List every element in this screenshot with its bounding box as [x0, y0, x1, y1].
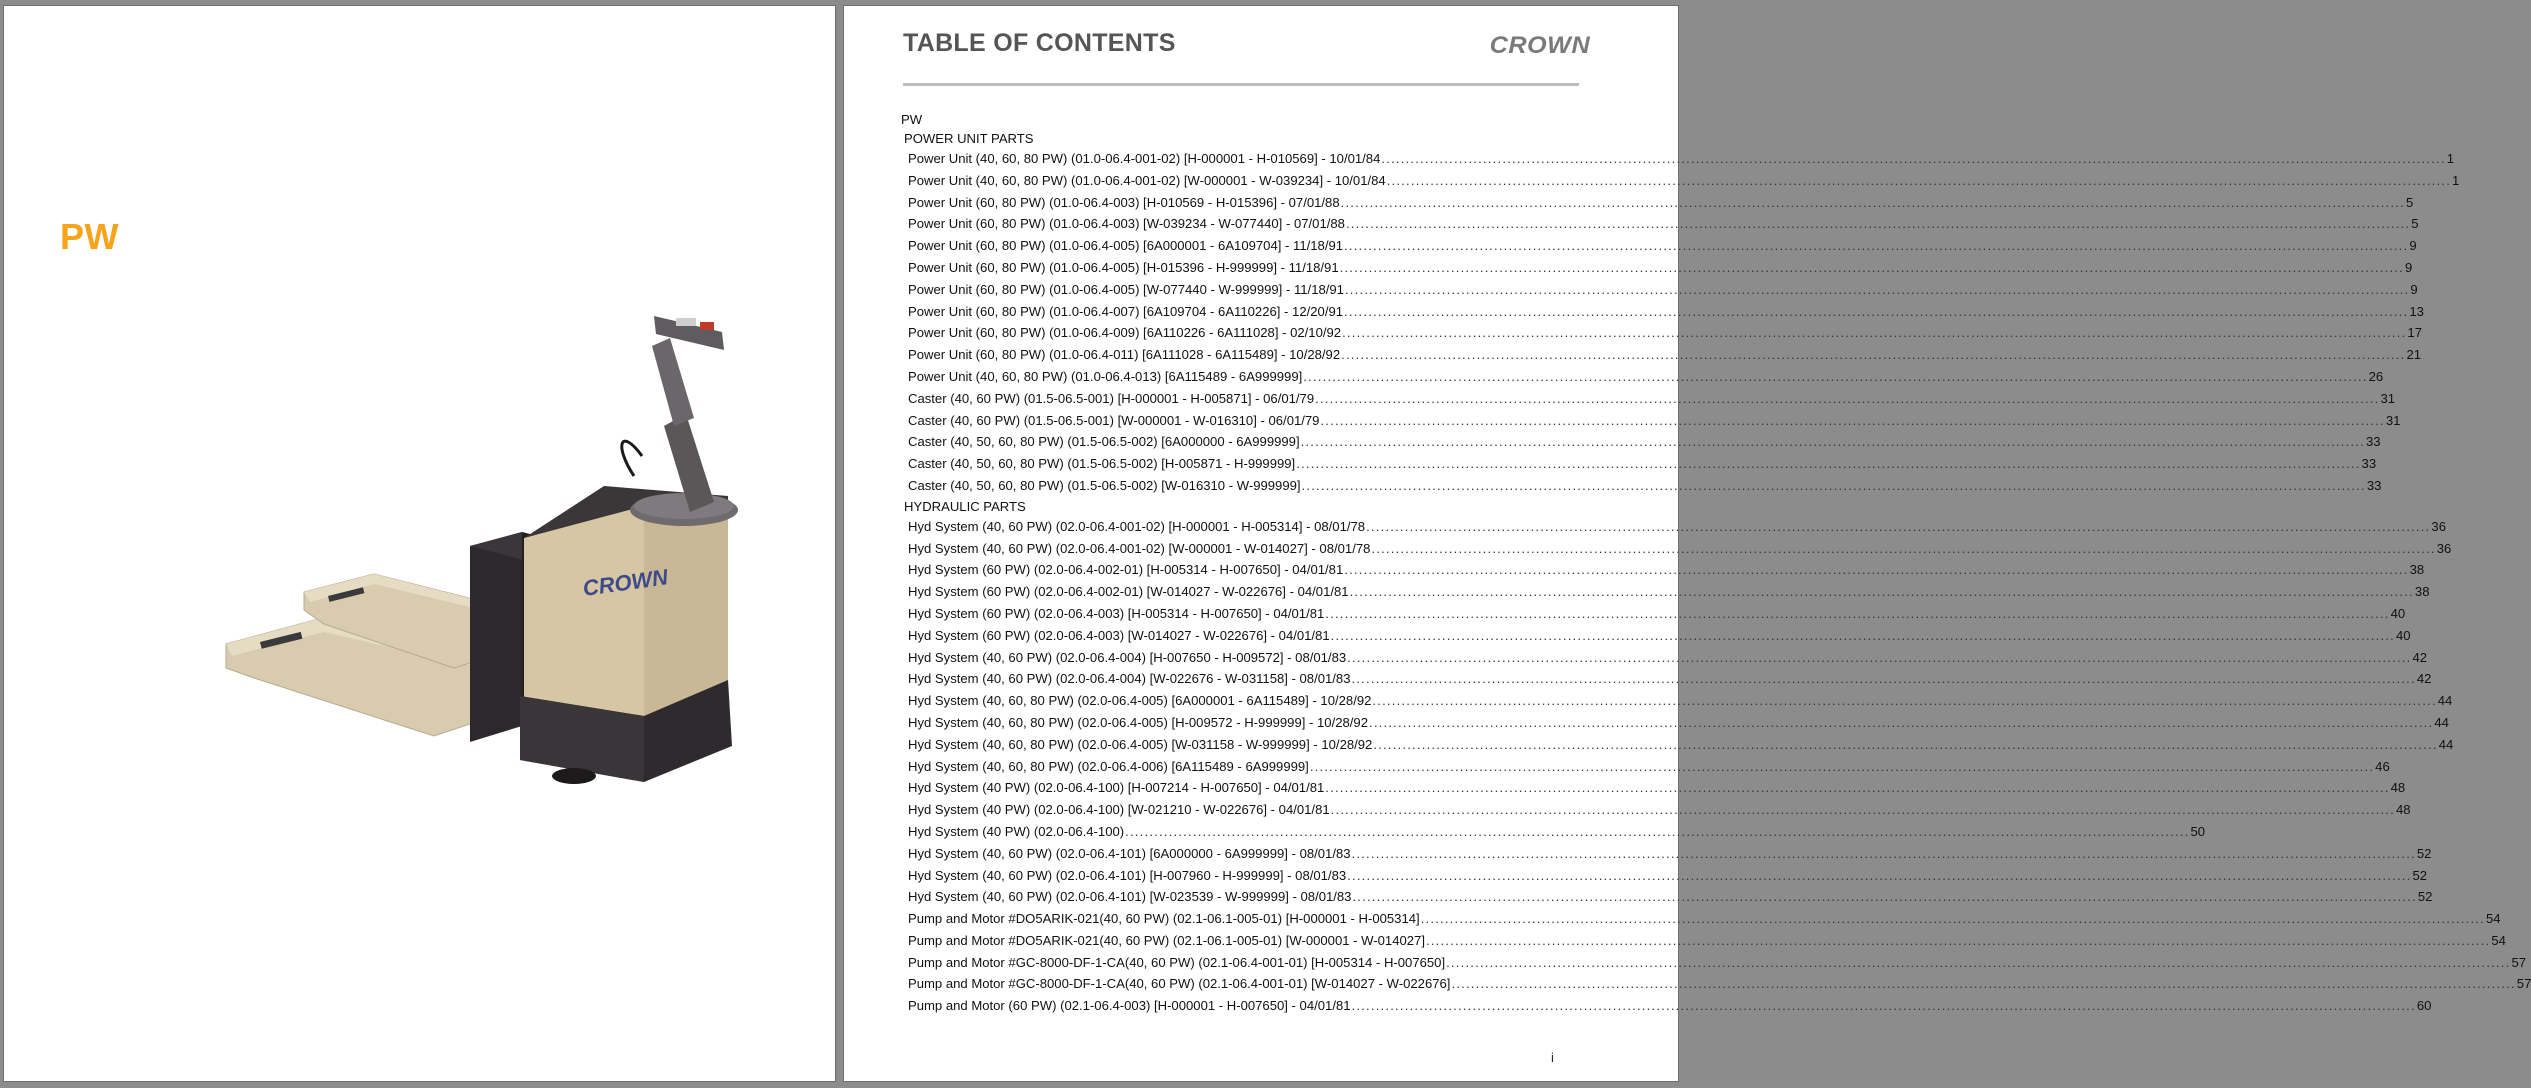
toc-entry[interactable] [901, 235, 2417, 257]
dot-leader: ............................................................................................................................................................................................................................ [1341, 347, 2406, 363]
dot-leader: ............................................................................................................................................................................................................................ [1344, 238, 2409, 254]
toc-entry-label: Hyd System (40, 60 PW) (02.0-06.4-101) [H-007960 - H-999999] - 08/01/83 [908, 867, 1347, 883]
toc-entry-label: Pump and Motor (60 PW) (02.1-06.4-003) [H-000001 - H-007650] - 04/01/81 [908, 998, 1351, 1014]
toc-entry-page: 57 [2516, 976, 2531, 992]
toc-entry-label: Hyd System (60 PW) (02.0-06.4-003) [H-005314 - H-007650] - 04/01/81 [908, 605, 1325, 621]
toc-entry[interactable] [901, 366, 2384, 388]
dot-leader: ............................................................................................................................................................................................................................ [1320, 412, 2385, 428]
dot-leader: ............................................................................................................................................................................................................................ [1347, 867, 2412, 883]
toc-entry-label: Power Unit (60, 80 PW) (01.0-06.4-003) [H-010569 - H-015396] - 07/01/88 [908, 194, 1340, 210]
toc-entry-label: Hyd System (40 PW) (02.0-06.4-100) [H-007214 - H-007650] - 04/01/81 [908, 780, 1325, 796]
toc-entry-label: Hyd System (40, 60 PW) (02.0-06.4-004) [W-022676 - W-031158] - 08/01/83 [908, 671, 1351, 687]
toc-entry[interactable] [901, 170, 2460, 192]
toc-entry[interactable] [901, 279, 2418, 301]
dot-leader: ............................................................................................................................................................................................................................ [1446, 954, 2511, 970]
toc-entry-page: 9 [2410, 281, 2418, 297]
toc-entry-label: Hyd System (40, 60, 80 PW) (02.0-06.4-005) [H-009572 - H-999999] - 10/28/92 [908, 714, 1368, 730]
toc-entry[interactable] [901, 930, 2506, 952]
toc-entry-label: Hyd System (40, 60, 80 PW) (02.0-06.4-005) [6A000001 - 6A115489] - 10/28/92 [908, 693, 1372, 709]
toc-entry[interactable] [901, 516, 2446, 538]
toc-entry-label: Caster (40, 50, 60, 80 PW) (01.5-06.5-002) [W-016310 - W-999999] [908, 477, 1301, 493]
toc-entry[interactable] [901, 192, 2414, 214]
toc-entry-page: 38 [2414, 584, 2430, 600]
dot-leader: ............................................................................................................................................................................................................................ [1351, 671, 2416, 687]
toc-heading: TABLE OF CONTENTS [903, 29, 1176, 57]
toc-entry-page: 9 [2404, 259, 2413, 275]
toc-entry[interactable] [901, 410, 2401, 432]
toc-entry-page: 54 [2491, 932, 2506, 948]
toc-entry-page: 31 [2385, 412, 2401, 428]
toc-entry-label: Hyd System (40, 60, 80 PW) (02.0-06.4-005) [W-031158 - W-999999] - 10/28/92 [908, 736, 1373, 752]
toc-entry[interactable] [901, 690, 2453, 712]
toc-entry[interactable] [901, 257, 2413, 279]
toc-entry[interactable] [901, 843, 2432, 865]
toc-entry-label: Hyd System (40, 60 PW) (02.0-06.4-101) [6A000000 - 6A999999] - 08/01/83 [908, 845, 1351, 861]
dot-leader: ............................................................................................................................................................................................................................ [1372, 693, 2437, 709]
toc-entry-page: 33 [2365, 434, 2381, 450]
toc-entry-page: 26 [2368, 368, 2384, 384]
toc-section-heading: HYDRAULIC PARTS [904, 498, 1026, 514]
toc-entry-label: Hyd System (40, 60 PW) (02.0-06.4-001-02) [W-000001 - W-014027] - 08/01/78 [908, 540, 1371, 556]
toc-entry-page: 13 [2409, 303, 2424, 319]
toc-entry[interactable] [901, 952, 2527, 974]
dot-leader: ............................................................................................................................................................................................................................ [1345, 216, 2411, 232]
toc-entry-page: 1 [2446, 151, 2455, 166]
toc-entry[interactable] [901, 734, 2454, 756]
toc-entry-page: 33 [2361, 456, 2377, 472]
toc-entry-page: 21 [2406, 347, 2422, 363]
dot-leader: ............................................................................................................................................................................................................................ [1342, 325, 2407, 341]
toc-entry-label: Hyd System (40, 60 PW) (02.0-06.4-004) [H-007650 - H-009572] - 08/01/83 [908, 649, 1347, 665]
dot-leader: ............................................................................................................................................................................................................................ [1352, 889, 2417, 905]
toc-entry[interactable] [901, 712, 2449, 734]
toc-model: PW [901, 112, 923, 127]
toc-entry[interactable] [901, 538, 2452, 560]
dot-leader: ............................................................................................................................................................................................................................ [1425, 932, 2491, 948]
toc-entry[interactable] [901, 625, 2411, 647]
toc-entry-page: 40 [2390, 605, 2406, 621]
toc-entry-label: Power Unit (60, 80 PW) (01.0-06.4-003) [W-039234 - W-077440] - 07/01/88 [908, 216, 1345, 232]
toc-entry-page: 60 [2416, 998, 2432, 1014]
toc-entry-page: 5 [2405, 194, 2414, 210]
toc-entry[interactable] [901, 995, 2432, 1017]
brand-logo: CROWN [1489, 32, 1591, 59]
toc-entry-page: 5 [2411, 216, 2419, 232]
dot-leader: ............................................................................................................................................................................................................................ [1325, 605, 2390, 621]
dot-leader: ............................................................................................................................................................................................................................ [1344, 303, 2409, 319]
toc-entry[interactable] [901, 322, 2422, 344]
toc-entry-label: Hyd System (60 PW) (02.0-06.4-002-01) [W-014027 - W-022676] - 04/01/81 [908, 584, 1349, 600]
toc-entry-page: 46 [2375, 758, 2390, 774]
dot-leader: ............................................................................................................................................................................................................................ [1371, 540, 2436, 556]
toc-entry-page: 40 [2395, 627, 2411, 643]
dot-leader: ............................................................................................................................................................................................................................ [1315, 390, 2380, 406]
toc-entry[interactable] [901, 388, 2396, 410]
toc-entry-label: Power Unit (60, 80 PW) (01.0-06.4-009) [6A110226 - 6A111028] - 02/10/92 [908, 325, 1342, 341]
toc-entry-label: Power Unit (40, 60, 80 PW) (01.0-06.4-001-02) [H-000001 - H-010569] - 10/01/84 [908, 151, 1381, 166]
dot-leader: ............................................................................................................................................................................................................................ [1125, 823, 2190, 839]
toc-entry[interactable] [901, 865, 2428, 887]
dot-leader: ............................................................................................................................................................................................................................ [1366, 518, 2431, 534]
dot-leader: ............................................................................................................................................................................................................................ [1420, 911, 2485, 927]
dot-leader: ............................................................................................................................................................................................................................ [1309, 758, 2375, 774]
cover-page [4, 6, 835, 1081]
toc-entry-page: 48 [2390, 780, 2406, 796]
toc-entry-label: Hyd System (40 PW) (02.0-06.4-100) [908, 823, 1125, 839]
dot-leader: ............................................................................................................................................................................................................................ [1344, 562, 2409, 578]
toc-entry-label: Power Unit (40, 60, 80 PW) (01.0-06.4-013) [6A115489 - 6A999999] [908, 368, 1303, 384]
toc-entry-page: 1 [2452, 172, 2460, 188]
toc-entry-label: Hyd System (40, 60, 80 PW) (02.0-06.4-006) [6A115489 - 6A999999] [908, 758, 1309, 774]
toc-entry[interactable] [901, 647, 2428, 669]
toc-entry[interactable] [901, 301, 2424, 323]
toc-entry-label: Power Unit (60, 80 PW) (01.0-06.4-007) [6A109704 - 6A110226] - 12/20/91 [908, 303, 1344, 319]
toc-entry-label: Pump and Motor #DO5ARIK-021(40, 60 PW) (02.1-06.1-005-01) [W-000001 - W-014027] [908, 932, 1425, 948]
toc-entry[interactable] [901, 973, 2531, 995]
toc-entry-label: Hyd System (60 PW) (02.0-06.4-003) [W-014027 - W-022676] - 04/01/81 [908, 627, 1330, 643]
toc-entry-page: 52 [2412, 867, 2428, 883]
dot-leader: ............................................................................................................................................................................................................................ [1330, 627, 2395, 643]
truck-logo: CROWN [581, 564, 670, 601]
toc-entry-label: Power Unit (60, 80 PW) (01.0-06.4-011) [6A111028 - 6A115489] - 10/28/92 [908, 347, 1341, 363]
toc-page [844, 6, 2531, 1081]
toc-entry[interactable] [901, 886, 2433, 908]
toc-entry[interactable] [901, 431, 2381, 453]
toc-entry-label: Power Unit (60, 80 PW) (01.0-06.4-005) [H-015396 - H-999999] - 11/18/91 [908, 259, 1339, 275]
toc-entry-label: Hyd System (60 PW) (02.0-06.4-002-01) [H-005314 - H-007650] - 04/01/81 [908, 562, 1344, 578]
toc-entry[interactable] [901, 344, 2422, 366]
toc-entry-label: Hyd System (40, 60 PW) (02.0-06.4-101) [W-023539 - W-999999] - 08/01/83 [908, 889, 1352, 905]
dot-leader: ............................................................................................................................................................................................................................ [1451, 976, 2516, 992]
toc-entry-page: 31 [2380, 390, 2396, 406]
toc-entry[interactable] [901, 475, 2382, 497]
toc-entry-label: Power Unit (60, 80 PW) (01.0-06.4-005) [6A000001 - 6A109704] - 11/18/91 [908, 238, 1344, 254]
toc-entry-page: 54 [2486, 911, 2501, 927]
toc-entry-page: 38 [2409, 562, 2425, 578]
toc-entry-label: Caster (40, 60 PW) (01.5-06.5-001) [H-000001 - H-005871] - 06/01/79 [908, 390, 1315, 406]
toc-entry-page: 42 [2416, 671, 2432, 687]
dot-leader: ............................................................................................................................................................................................................................ [1386, 172, 2452, 188]
page-number: i [1551, 1050, 1554, 1065]
dot-leader: ............................................................................................................................................................................................................................ [1301, 477, 2366, 493]
toc-entry[interactable] [901, 581, 2430, 603]
toc-entry[interactable] [901, 603, 2406, 625]
dot-leader: ............................................................................................................................................................................................................................ [1339, 259, 2404, 275]
dot-leader: ............................................................................................................................................................................................................................ [1303, 368, 2368, 384]
toc-entry-page: 48 [2395, 802, 2411, 818]
heading-divider [903, 83, 1579, 86]
toc-entry[interactable] [901, 908, 2501, 930]
dot-leader: ............................................................................................................................................................................................................................ [1330, 802, 2395, 818]
toc-entry[interactable] [901, 148, 2455, 170]
toc-entry-page: 36 [2431, 518, 2446, 534]
toc-entry-label: Power Unit (40, 60, 80 PW) (01.0-06.4-001-02) [W-000001 - W-039234] - 10/01/84 [908, 172, 1386, 188]
toc-entry-page: 52 [2416, 845, 2432, 861]
toc-entry-page: 57 [2511, 954, 2527, 970]
dot-leader: ............................................................................................................................................................................................................................ [1325, 780, 2390, 796]
dot-leader: ............................................................................................................................................................................................................................ [1349, 584, 2414, 600]
toc-entry-label: Hyd System (40, 60 PW) (02.0-06.4-001-02) [H-000001 - H-005314] - 08/01/78 [908, 518, 1366, 534]
toc-entry[interactable] [901, 821, 2206, 843]
toc-entry[interactable] [901, 559, 2425, 581]
cover-title: PW [60, 216, 119, 257]
toc-entry-page: 52 [2417, 889, 2433, 905]
toc-entry-page: 33 [2366, 477, 2382, 493]
toc-entry-page: 17 [2407, 325, 2422, 341]
dot-leader: ............................................................................................................................................................................................................................ [1344, 281, 2410, 297]
toc-entry[interactable] [901, 777, 2406, 799]
dot-leader: ............................................................................................................................................................................................................................ [1373, 736, 2438, 752]
dot-leader: ............................................................................................................................................................................................................................ [1300, 434, 2365, 450]
toc-entry-label: Caster (40, 60 PW) (01.5-06.5-001) [W-000001 - W-016310] - 06/01/79 [908, 412, 1320, 428]
dot-leader: ............................................................................................................................................................................................................................ [1340, 194, 2405, 210]
toc-entry[interactable] [901, 213, 2419, 235]
toc-entry-label: Power Unit (60, 80 PW) (01.0-06.4-005) [W-077440 - W-999999] - 11/18/91 [908, 281, 1344, 297]
toc-entry-page: 36 [2436, 540, 2452, 556]
toc-entry[interactable] [901, 799, 2411, 821]
toc-entry[interactable] [901, 668, 2432, 690]
dot-leader: ............................................................................................................................................................................................................................ [1368, 714, 2434, 730]
toc-entry-label: Caster (40, 50, 60, 80 PW) (01.5-06.5-002) [H-005871 - H-999999] [908, 456, 1296, 472]
toc-entry-page: 42 [2412, 649, 2428, 665]
toc-entry-label: Caster (40, 50, 60, 80 PW) (01.5-06.5-002) [6A000000 - 6A999999] [908, 434, 1300, 450]
toc-entry-page: 9 [2409, 238, 2417, 254]
dot-leader: ............................................................................................................................................................................................................................ [1296, 456, 2361, 472]
toc-entry-page: 50 [2190, 823, 2206, 839]
dot-leader: ............................................................................................................................................................................................................................ [1351, 998, 2416, 1014]
dot-leader: ............................................................................................................................................................................................................................ [1381, 151, 2446, 166]
toc-entry[interactable] [901, 453, 2377, 475]
toc-entry-label: Pump and Motor #GC-8000-DF-1-CA(40, 60 PW) (02.1-06.4-001-01) [W-014027 - W-022676] [908, 976, 1451, 992]
toc-entry-label: Pump and Motor #GC-8000-DF-1-CA(40, 60 PW) (02.1-06.4-001-01) [H-005314 - H-007650] [908, 954, 1446, 970]
dot-leader: ............................................................................................................................................................................................................................ [1347, 649, 2412, 665]
table-of-contents [901, 110, 2531, 1017]
toc-entry-label: Hyd System (40 PW) (02.0-06.4-100) [W-021210 - W-022676] - 04/01/81 [908, 802, 1330, 818]
pallet-truck-image [224, 306, 744, 846]
toc-entry-page: 44 [2438, 736, 2454, 752]
toc-sections [901, 129, 2531, 1017]
toc-entry-page: 44 [2434, 714, 2449, 730]
dot-leader: ............................................................................................................................................................................................................................ [1351, 845, 2416, 861]
toc-section-heading: POWER UNIT PARTS [904, 131, 1034, 146]
toc-entry[interactable] [901, 756, 2390, 778]
toc-entry-label: Pump and Motor #DO5ARIK-021(40, 60 PW) (02.1-06.1-005-01) [H-000001 - H-005314] [908, 911, 1420, 927]
toc-entry-page: 44 [2437, 693, 2453, 709]
